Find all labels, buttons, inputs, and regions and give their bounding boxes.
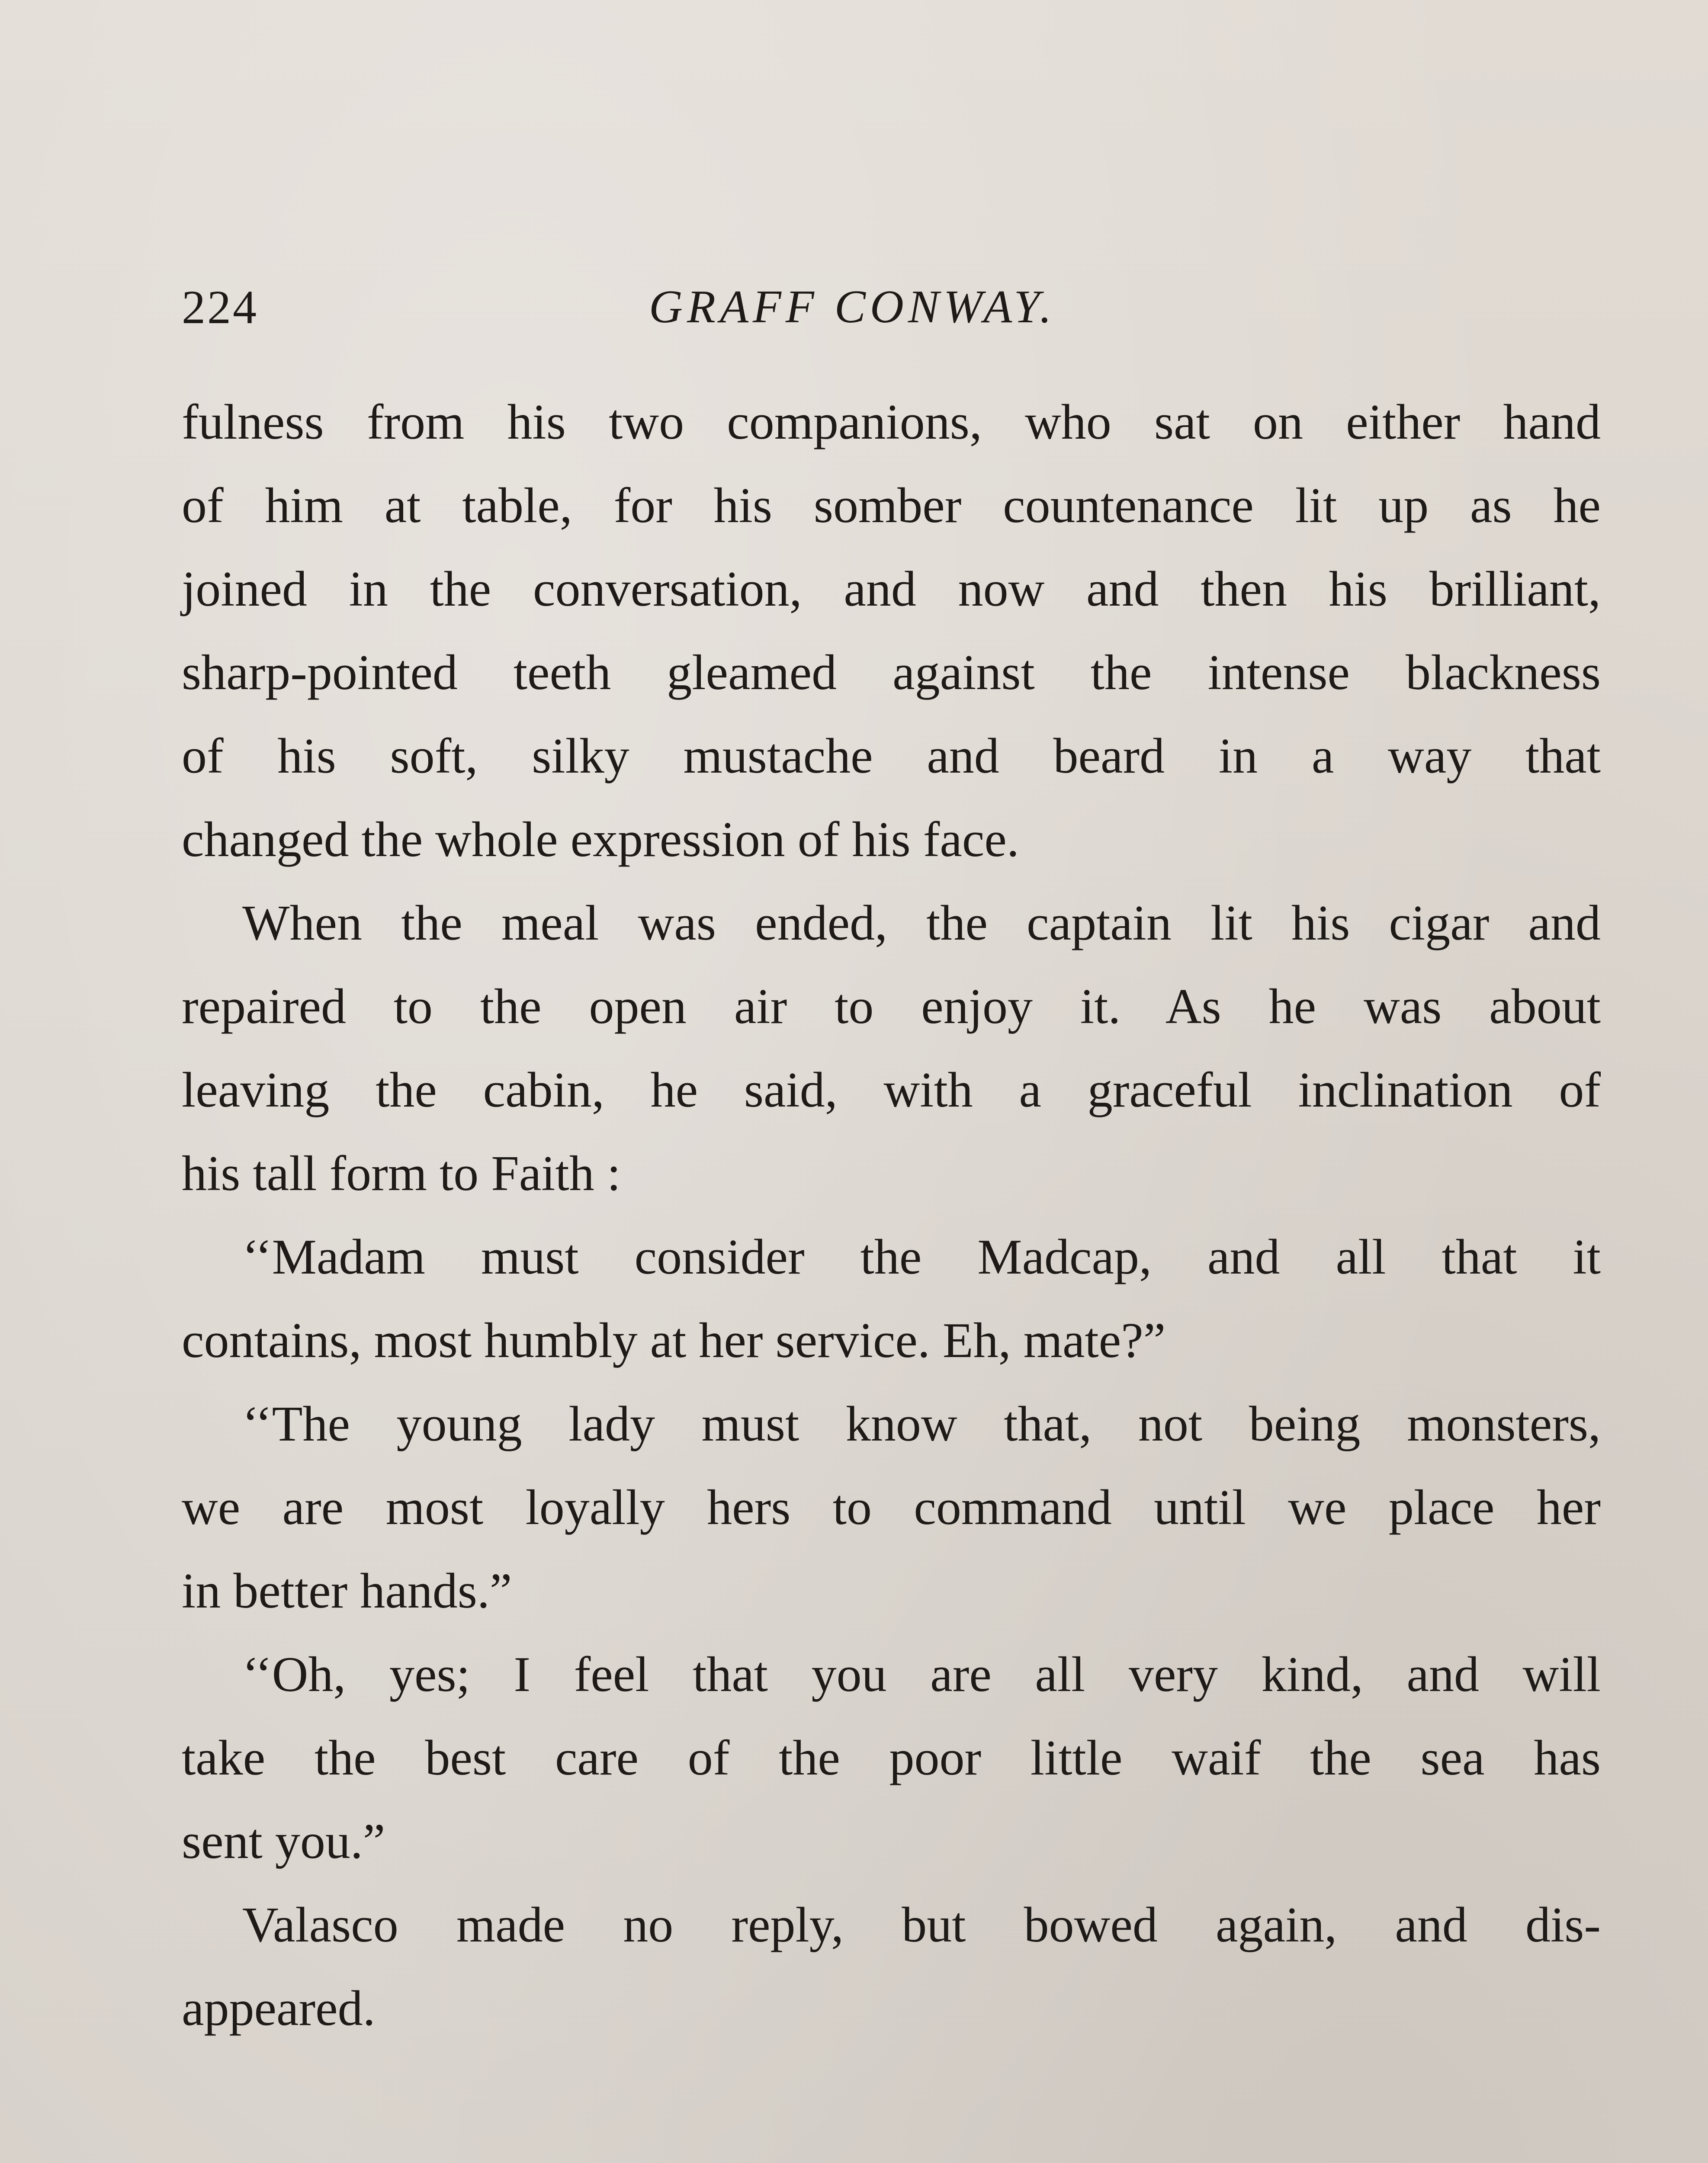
paragraph-6 [182, 1884, 1601, 2051]
running-title: GRAFF CONWAY. [649, 281, 1056, 333]
running-head [182, 273, 1601, 342]
paragraph-4 [182, 1383, 1601, 1633]
text-line: contains, most humbly at her service. Eh, mate?” [182, 1313, 1166, 1368]
text-line: Valasco made no reply, but bowed again, and dis- [242, 1897, 1601, 1953]
paragraph-3 [182, 1216, 1601, 1383]
text-line: leaving the cabin, he said, with a graceful inclination of [182, 1062, 1601, 1118]
text-line: of him at table, for his somber countenance lit up as he [182, 478, 1601, 533]
body-text [182, 381, 1601, 2051]
text-line: sent you.” [182, 1814, 385, 1869]
paragraph-5 [182, 1633, 1601, 1884]
text-line: joined in the conversation, and now and then his brilliant, [182, 562, 1601, 617]
text-line: ‘‘The young lady must know that, not being monsters, [242, 1396, 1601, 1452]
page-number: 224 [182, 281, 258, 334]
text-line: fulness from his two companions, who sat on either hand [182, 395, 1601, 450]
text-line: changed the whole expression of his face. [182, 812, 1019, 867]
text-line: we are most loyally hers to command until we place her [182, 1480, 1601, 1535]
text-line: ‘‘Oh, yes; I feel that you are all very kind, and will [242, 1647, 1601, 1702]
text-line: of his soft, silky mustache and beard in a way that [182, 728, 1601, 784]
text-line: take the best care of the poor little waif the sea has [182, 1730, 1601, 1786]
text-line: appeared. [182, 1981, 376, 2036]
text-line: sharp-pointed teeth gleamed against the intense blackness [182, 645, 1601, 700]
text-line: repaired to the open air to enjoy it. As he was about [182, 979, 1601, 1034]
text-line: ‘‘Madam must consider the Madcap, and all that it [242, 1229, 1601, 1285]
text-line: When the meal was ended, the captain lit his cigar and [242, 895, 1601, 951]
paragraph-1 [182, 381, 1601, 882]
text-line: his tall form to Faith : [182, 1146, 621, 1201]
text-line: in better hands.” [182, 1563, 512, 1619]
paragraph-2 [182, 882, 1601, 1216]
